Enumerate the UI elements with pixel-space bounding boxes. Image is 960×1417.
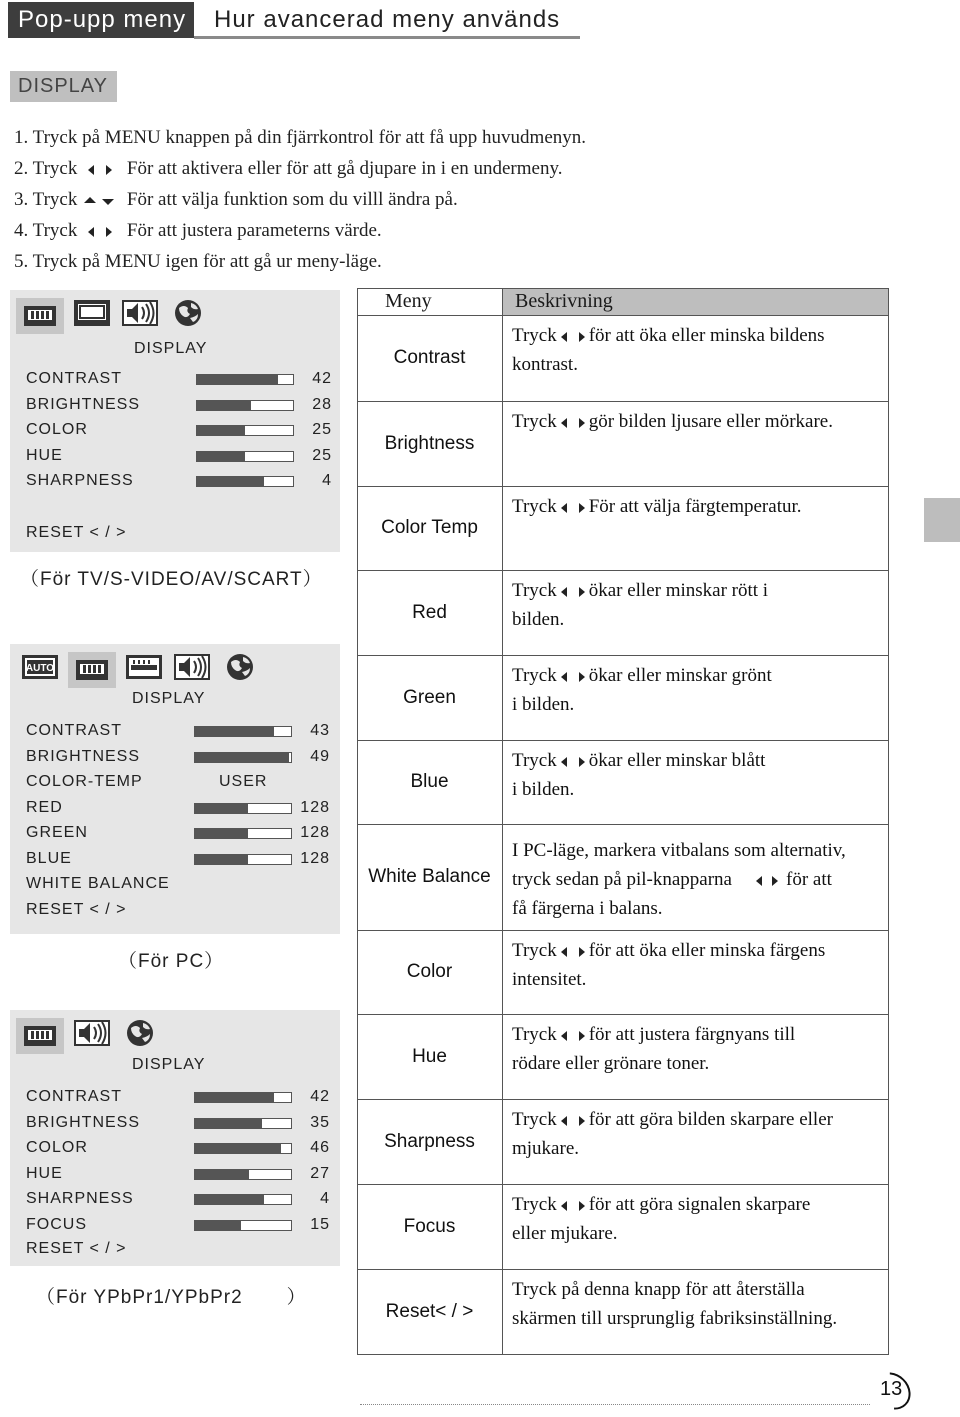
osd-item-value: 28 xyxy=(312,395,332,413)
osd-panel-pc xyxy=(10,644,340,934)
osd-level-bar[interactable] xyxy=(194,854,292,865)
osd-level-bar[interactable] xyxy=(196,425,294,436)
osd-item-value: USER xyxy=(219,773,268,790)
osd-icon-row xyxy=(16,1018,160,1054)
description-line-1: Tryck för att göra bilden skarpare eller xyxy=(512,1109,833,1130)
osd-level-bar[interactable] xyxy=(194,1143,292,1154)
table-description-cell xyxy=(512,836,887,923)
osd-item-label[interactable]: CONTRAST xyxy=(26,722,122,739)
description-line-1: Tryck ökar eller minskar grönt xyxy=(512,665,772,686)
osd-level-fill xyxy=(195,1170,249,1179)
osd-level-fill xyxy=(197,477,264,486)
left-right-arrows-icon xyxy=(82,163,122,177)
table-description-cell xyxy=(512,1105,887,1163)
step-5: 5. Tryck på MENU igen för att gå ur meny-läge. xyxy=(14,251,382,272)
osd-item-value: 49 xyxy=(310,747,330,765)
description-line-1: Tryck gör bilden ljusare eller mörkare. xyxy=(512,411,833,432)
osd-item-label[interactable]: RED xyxy=(26,798,63,816)
osd-item-label[interactable]: SHARPNESS xyxy=(26,472,134,489)
osd-item-label[interactable]: BRIGHTNESS xyxy=(26,747,141,765)
osd-level-fill xyxy=(195,1144,281,1153)
header-description: Beskrivning xyxy=(503,288,889,315)
left-right-arrows-icon xyxy=(557,416,589,430)
osd-level-fill xyxy=(195,753,289,762)
description-line-1: Tryck för att göra signalen skarpare xyxy=(512,1194,811,1215)
osd-level-fill xyxy=(197,452,245,461)
menu-description-table xyxy=(357,288,889,1354)
description-line-1: Tryck för att öka eller minska bildens xyxy=(512,325,825,346)
osd-item-value: 42 xyxy=(310,1088,330,1105)
table-description-cell xyxy=(512,1020,887,1078)
description-line-2: i bilden. xyxy=(512,779,575,800)
osd-item-label[interactable]: GREEN xyxy=(26,824,88,841)
osd-title: DISPLAY xyxy=(132,1056,206,1073)
description-line-2: kontrast. xyxy=(512,354,578,375)
table-menu-cell: Color xyxy=(406,961,453,982)
position-icon[interactable] xyxy=(124,652,164,682)
osd-item-label[interactable]: RESET < / > xyxy=(26,900,127,918)
table-description-cell xyxy=(512,407,887,436)
osd-title: DISPLAY xyxy=(132,690,206,707)
picture-icon[interactable] xyxy=(16,298,64,334)
table-description-cell xyxy=(512,661,887,719)
description-line-1: Tryck ökar eller minskar rött i xyxy=(512,580,769,601)
left-right-arrows-icon xyxy=(557,755,589,769)
table-menu-cell: Contrast xyxy=(393,347,466,368)
osd-tv-caption: （För TV/S-VIDEO/AV/SCART） xyxy=(20,569,323,590)
osd-level-bar[interactable] xyxy=(194,726,292,737)
table-menu-cell: White Balance xyxy=(368,866,491,887)
table-menu-cell: Blue xyxy=(410,771,449,792)
table-header xyxy=(357,288,889,315)
osd-item-value: 46 xyxy=(310,1139,330,1156)
left-right-arrows-icon xyxy=(557,1029,589,1043)
footer-dotted-line xyxy=(360,1404,870,1405)
globe-icon[interactable] xyxy=(220,652,260,682)
osd-item-value: 25 xyxy=(312,446,332,464)
step-4: 4. Tryck För att justera parameterns värde. xyxy=(14,220,382,241)
left-right-arrows-icon xyxy=(82,225,122,239)
osd-level-bar[interactable] xyxy=(196,374,294,385)
osd-level-fill xyxy=(197,375,278,384)
left-right-arrows-icon xyxy=(557,1114,589,1128)
osd-level-bar[interactable] xyxy=(196,451,294,462)
osd-item-value: 128 xyxy=(300,849,330,867)
osd-icon-row xyxy=(16,298,208,334)
table-row-divider xyxy=(357,1354,889,1355)
osd-level-fill xyxy=(195,1195,264,1204)
osd-item-label[interactable]: SHARPNESS xyxy=(26,1190,134,1207)
display-section-badge: DISPLAY xyxy=(10,71,117,102)
left-right-arrows-icon xyxy=(557,330,589,344)
osd-item-label[interactable]: COLOR xyxy=(26,1139,88,1156)
description-line-1: Tryck på denna knapp för att återställa xyxy=(512,1279,805,1300)
table-description-cell xyxy=(512,746,887,804)
description-line-1: Tryck för att öka eller minska färgens xyxy=(512,940,826,961)
osd-level-bar[interactable] xyxy=(194,1169,292,1180)
left-right-arrows-icon xyxy=(557,1199,589,1213)
osd-level-bar[interactable] xyxy=(196,400,294,411)
description-line-2: intensitet. xyxy=(512,969,587,990)
description-line-2: mjukare. xyxy=(512,1138,580,1159)
description-line-2: bilden. xyxy=(512,609,565,630)
step-3: 3. Tryck För att välja funktion som du villl ändra på. xyxy=(14,189,458,210)
speaker-icon[interactable] xyxy=(72,1018,112,1048)
left-right-arrows-icon xyxy=(557,585,589,599)
picture-icon[interactable] xyxy=(16,1018,64,1054)
speaker-icon[interactable] xyxy=(172,652,212,682)
table-menu-cell: Hue xyxy=(412,1046,447,1067)
osd-item-label[interactable]: HUE xyxy=(26,446,63,464)
osd-level-fill xyxy=(195,727,274,736)
osd-level-bar[interactable] xyxy=(194,752,292,763)
osd-ypbpr-caption: （För YPbPr1/YPbPr2 ） xyxy=(36,1287,307,1308)
osd-item-label[interactable]: CONTRAST xyxy=(26,370,122,387)
table-menu-cell: Sharpness xyxy=(384,1131,475,1152)
osd-item-value: 27 xyxy=(310,1164,330,1182)
description-line-1: I PC-läge, markera vitbalans som alternativ, xyxy=(512,840,846,861)
table-menu-cell: Focus xyxy=(403,1216,456,1237)
osd-item-value: 25 xyxy=(312,421,332,438)
table-description-cell xyxy=(512,1275,887,1333)
up-down-arrows-icon xyxy=(82,194,122,208)
speaker-icon[interactable] xyxy=(120,298,160,328)
table-description-cell xyxy=(512,321,887,379)
instruction-steps xyxy=(14,122,586,277)
left-right-arrows-icon xyxy=(557,501,589,515)
osd-icon-row xyxy=(20,652,260,688)
osd-level-bar[interactable] xyxy=(194,1220,292,1231)
osd-level-fill xyxy=(195,1221,241,1230)
step-1: 1. Tryck på MENU knappen på din fjärrkontrol för att få upp huvudmenyn. xyxy=(14,127,587,148)
description-line-2: skärmen till ursprunglig fabriksinställning. xyxy=(512,1308,838,1329)
globe-icon[interactable] xyxy=(120,1018,160,1048)
step-2: 2. Tryck För att aktivera eller för att gå djupare in i en undermeny. xyxy=(14,158,563,179)
osd-level-fill xyxy=(197,401,251,410)
description-line-2: eller mjukare. xyxy=(512,1223,618,1244)
osd-item-label[interactable]: BLUE xyxy=(26,849,72,867)
osd-item-value: 128 xyxy=(300,824,330,841)
page-title: Hur avancerad meny används xyxy=(214,6,561,33)
osd-item-label[interactable]: BRIGHTNESS xyxy=(26,1113,141,1131)
description-line-1: Tryck ökar eller minskar blått xyxy=(512,750,766,771)
table-menu-cell: Green xyxy=(403,687,456,708)
osd-level-fill xyxy=(195,855,248,864)
osd-item-value: 128 xyxy=(300,798,330,816)
osd-item-label[interactable]: WHITE BALANCE xyxy=(26,875,170,892)
left-right-arrows-icon xyxy=(752,874,786,888)
osd-item-label[interactable]: COLOR-TEMP xyxy=(26,773,143,790)
table-description-cell xyxy=(512,576,887,634)
description-line-2: rödare eller grönare toner. xyxy=(512,1053,710,1074)
side-page-tab xyxy=(924,498,960,542)
osd-item-label[interactable]: HUE xyxy=(26,1164,63,1182)
osd-item-value: 15 xyxy=(310,1215,330,1233)
osd-level-bar[interactable] xyxy=(194,828,292,839)
description-line-1: Tryck För att välja färgtemperatur. xyxy=(512,496,802,517)
globe-icon[interactable] xyxy=(168,298,208,328)
osd-level-fill xyxy=(197,426,245,435)
osd-pc-caption: （För PC） xyxy=(118,951,225,972)
description-line-1: Tryck för att justera färgnyans till xyxy=(512,1024,796,1045)
osd-item-label[interactable]: COLOR xyxy=(26,421,88,438)
osd-title: DISPLAY xyxy=(134,340,208,357)
osd-reset[interactable]: RESET < / > xyxy=(26,524,127,541)
osd-item-value: 4 xyxy=(320,1190,330,1207)
screen-icon[interactable] xyxy=(72,298,112,328)
osd-item-value: 42 xyxy=(312,370,332,387)
osd-level-fill xyxy=(195,1119,262,1128)
title-underline xyxy=(194,36,580,39)
osd-level-bar[interactable] xyxy=(194,803,292,814)
section-tab: Pop-upp meny xyxy=(8,2,194,38)
header-menu: Meny xyxy=(357,288,502,315)
osd-level-fill xyxy=(195,804,248,813)
left-right-arrows-icon xyxy=(557,670,589,684)
left-right-arrows-icon xyxy=(557,945,589,959)
description-line-2: tryck sedan på pil-knapparna för att xyxy=(512,869,832,890)
description-line-2: i bilden. xyxy=(512,694,575,715)
osd-item-label[interactable]: BRIGHTNESS xyxy=(26,395,141,413)
osd-level-bar[interactable] xyxy=(194,1118,292,1129)
table-menu-cell: Brightness xyxy=(384,433,475,454)
table-menu-cell: Red xyxy=(412,602,447,623)
osd-item-value: 35 xyxy=(310,1113,330,1131)
osd-level-bar[interactable] xyxy=(194,1194,292,1205)
osd-item-value: 43 xyxy=(310,722,330,739)
osd-level-bar[interactable] xyxy=(196,476,294,487)
osd-item-label[interactable]: CONTRAST xyxy=(26,1088,122,1105)
osd-item-label[interactable]: FOCUS xyxy=(26,1215,87,1233)
picture-icon[interactable] xyxy=(68,652,116,688)
page-number: 13 xyxy=(880,1378,903,1400)
auto-icon[interactable] xyxy=(20,652,60,682)
osd-level-bar[interactable] xyxy=(194,1092,292,1103)
osd-panel-tv xyxy=(10,290,340,552)
osd-panel-ypbpr xyxy=(10,1010,340,1266)
table-menu-cell: Reset< / > xyxy=(385,1301,474,1322)
table-description-cell xyxy=(512,1190,887,1248)
table-description-cell xyxy=(512,492,887,521)
osd-reset[interactable]: RESET < / > xyxy=(26,1240,127,1257)
description-line-3: få färgerna i balans. xyxy=(512,898,663,919)
osd-item-value: 4 xyxy=(322,472,332,489)
table-description-cell xyxy=(512,936,887,994)
osd-level-fill xyxy=(195,829,248,838)
table-menu-cell: Color Temp xyxy=(381,517,478,538)
svg-text:AUTO: AUTO xyxy=(25,663,55,674)
osd-level-fill xyxy=(195,1093,274,1102)
